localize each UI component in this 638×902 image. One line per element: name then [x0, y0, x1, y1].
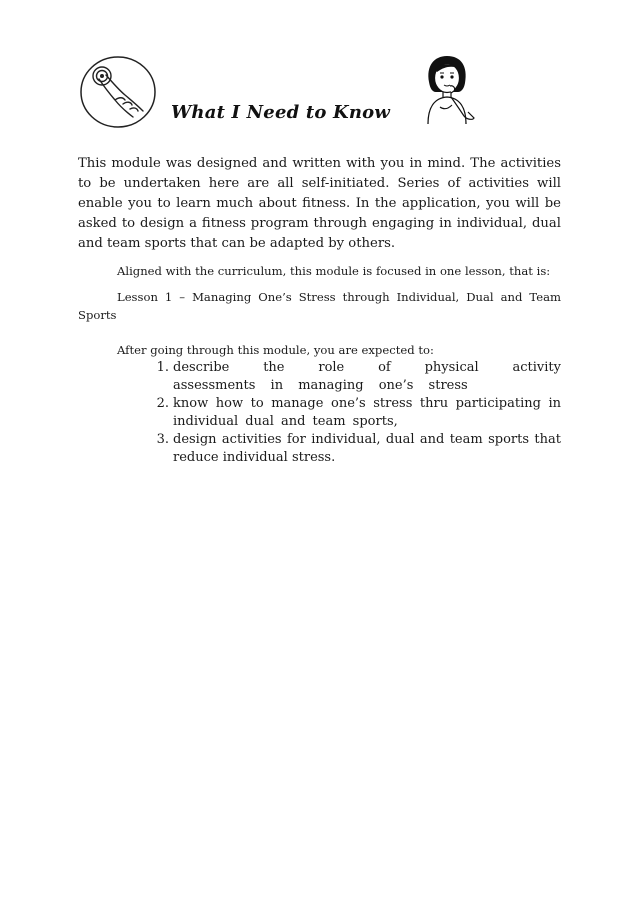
- objective-text: know how to manage one’s stress thru participating in individual dual and team sports,: [173, 396, 561, 429]
- objective-item: [151, 395, 561, 431]
- objective-text: design activities for individual, dual and team sports that reduce individual stress.: [173, 432, 561, 465]
- objectives-list: [151, 359, 561, 467]
- objective-number: 3.: [156, 432, 169, 447]
- objective-item: [151, 359, 561, 395]
- section-title: What I Need to Know: [171, 102, 391, 123]
- hand-touch-icon: [79, 55, 157, 129]
- module-body: [78, 154, 561, 467]
- objectives-intro: After going through this module, you are expected to:: [117, 343, 434, 357]
- lesson-title: Lesson 1 – Managing One’s Stress through Individual, Dual and Team Sports: [78, 290, 561, 322]
- objective-item: [151, 431, 561, 467]
- curriculum-alignment-text: Aligned with the curriculum, this module is focused in one lesson, that is:: [117, 264, 551, 278]
- objective-number: 2.: [156, 396, 169, 411]
- objective-number: 1.: [156, 360, 169, 375]
- module-header: [0, 0, 638, 140]
- intro-paragraph: This module was designed and written with you in mind. The activities to be undertaken here are all self-initiated. Series of activities will enable you to learn much about fitness. In the application, you will be asked to design a fitness program through engaging in individual, dual and team sports that can be adapted by others.: [78, 156, 561, 251]
- objective-text: describe the role of physical activity assessments in managing one’s stress: [173, 360, 561, 393]
- thinking-girl-icon: [420, 52, 476, 126]
